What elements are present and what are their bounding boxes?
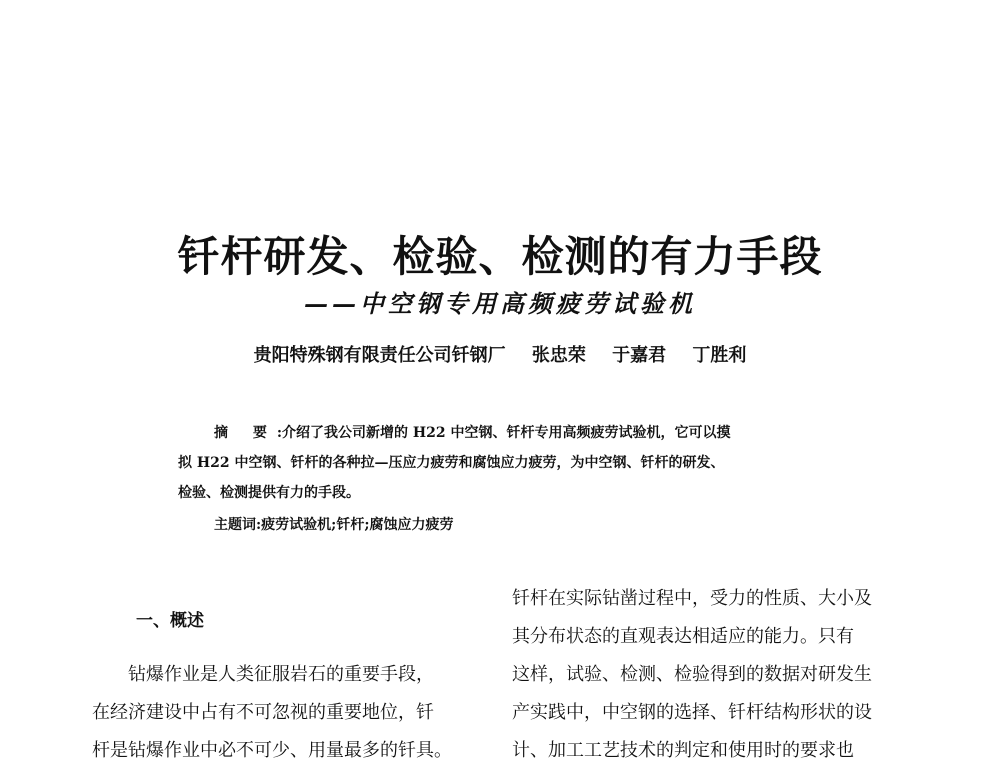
right-column: [512, 580, 904, 770]
abstract-line: 拟 H22 中空钢、钎杆的各种拉—压应力疲劳和腐蚀应力疲劳，为中空钢、钎杆的研发、: [178, 455, 725, 471]
author-name: 丁胜利: [692, 345, 747, 366]
body-line: 其分布状态的直观表达相适应的能力。只有: [512, 626, 854, 647]
body-line: 这样，试验、检测、检验得到的数据对研发生: [512, 664, 872, 685]
abstract-label: 摘 要: [214, 425, 277, 441]
body-paragraph: [92, 656, 484, 770]
body-line: 钎杆在实际钻凿过程中，受力的性质、大小及: [512, 588, 872, 609]
paper-subtitle: ——中空钢专用高频疲劳试验机: [304, 289, 696, 318]
affiliation: 贵阳特殊钢有限责任公司钎钢厂: [253, 345, 506, 366]
abstract-line: 检验、检测提供有力的手段。: [178, 485, 360, 501]
section-heading: 一、概述: [136, 611, 204, 631]
body-line: 计、加工工艺技术的判定和使用时的要求也: [512, 740, 854, 761]
left-column: [92, 602, 484, 770]
keywords: [214, 514, 454, 534]
body-paragraph: [512, 580, 904, 770]
abstract-line: [178, 418, 818, 448]
body-line: 钻爆作业是人类征服岩石的重要手段，: [128, 664, 434, 685]
abstract-text: :介绍了我公司新增的 H22 中空钢、钎杆专用高频疲劳试验机，它可以摸: [276, 425, 731, 441]
body-line: 产实践中，中空钢的选择、钎杆结构形状的设: [512, 702, 872, 723]
abstract: [178, 418, 818, 508]
keywords-label: 主题词: [214, 517, 256, 533]
body-line: 杆是钻爆作业中必不可少、用量最多的钎具。: [92, 740, 452, 761]
author-line: [0, 341, 1000, 367]
keywords-text: :疲劳试验机;钎杆;腐蚀应力疲劳: [256, 517, 454, 533]
body-line: 在经济建设中占有不可忽视的重要地位，钎: [92, 702, 434, 723]
author-name: 张忠荣: [531, 345, 586, 366]
author-name: 于嘉君: [612, 345, 667, 366]
paper-title: 钎杆研发、检验、检测的有力手段: [177, 232, 823, 281]
